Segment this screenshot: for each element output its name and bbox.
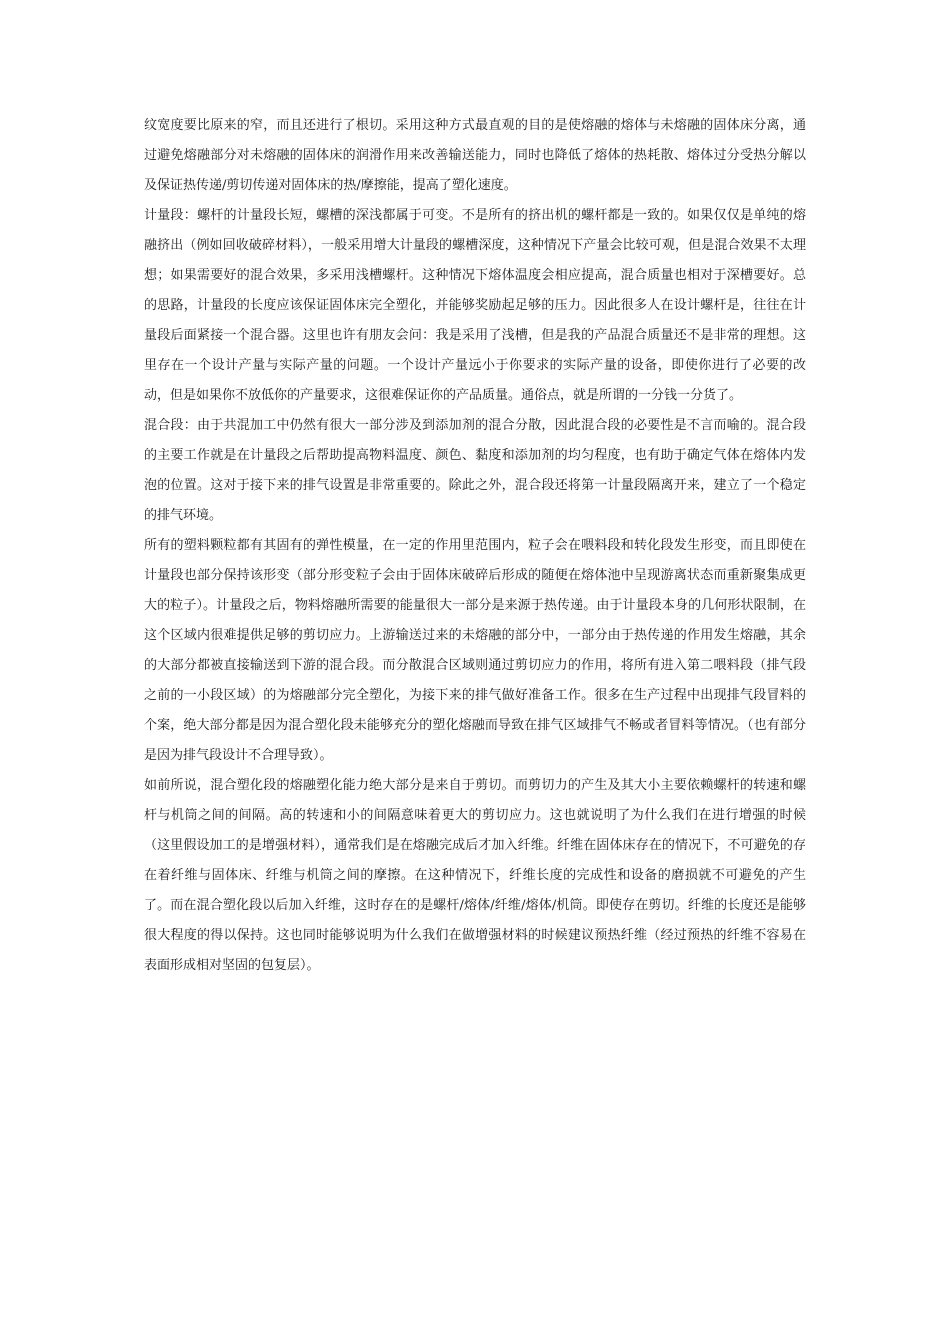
paragraph-plastic-particles: 所有的塑料颗粒都有其固有的弹性模量，在一定的作用里范围内，粒子会在喂料段和转化段发生形变，而且即使在计量段也部分保持该形变（部分形变粒子会由于固体床破碎后形成的随便在熔体池中呈现游离状态而重新聚集成更大的粒子）。计量段之后，物料熔融所需要的能量很大一部分是来源于热传递。由于计量段本身的几何形状限制，在这个区域内很难提供足够的剪切应力。上游输送过来的未熔融的部分中，一部分由于热传递的作用发生熔融，其余的大部分都被直接输送到下游的混合段。而分散混合区域则通过剪切应力的作用，将所有进入第二喂料段（排气段之前的一小段区域）的为熔融部分完全塑化，为接下来的排气做好准备工作。很多在生产过程中出现排气段冒料的个案，绝大部分都是因为混合塑化段未能够充分的塑化熔融而导致在排气区域排气不畅或者冒料等情况。（也有部分是因为排气段设计不合理导致）。: [144, 538, 806, 763]
paragraph-shear-fiber: 如前所说，混合塑化段的熔融塑化能力绝大部分是来自于剪切。而剪切力的产生及其大小主要依赖螺杆的转速和螺杆与机筒之间的间隔。高的转速和小的间隔意味着更大的剪切应力。这也就说明了为什么我们在进行增强的时候（这里假设加工的是增强材料），通常我们是在熔融完成后才加入纤维。纤维在固体床存在的情况下，不可避免的存在着纤维与固体床、纤维与机筒之间的摩擦。在这种情况下，纤维长度的完成性和设备的磨损就不可避免的产生了。而在混合塑化段以后加入纤维，这时存在的是螺杆/熔体/纤维/熔体/机筒。即使存在剪切。纤维的长度还是能够很大程度的得以保持。这也同时能够说明为什么我们在做增强材料的时候建议预热纤维（经过预热的纤维不容易在表面形成相对坚固的包复层）。: [144, 778, 806, 973]
document-page: [144, 111, 806, 981]
paragraph-screw-root-cut: 纹宽度要比原来的窄，而且还进行了根切。采用这种方式最直观的目的是使熔融的熔体与未熔融的固体床分离，通过避免熔融部分对未熔融的固体床的润滑作用来改善输送能力，同时也降低了熔体的热耗散、熔体过分受热分解以及保证热传递/剪切传递对固体床的热/摩擦能，提高了塑化速度。: [144, 118, 806, 193]
paragraph-metering-section: 计量段：螺杆的计量段长短，螺槽的深浅都属于可变。不是所有的挤出机的螺杆都是一致的。如果仅仅是单纯的熔融挤出（例如回收破碎材料），一般采用增大计量段的螺槽深度，这种情况下产量会比较可观，但是混合效果不太理想；如果需要好的混合效果，多采用浅槽螺杆。这种情况下熔体温度会相应提高，混合质量也相对于深槽要好。总的思路，计量段的长度应该保证固体床完全塑化，并能够奖励起足够的压力。因此很多人在设计螺杆是，往往在计量段后面紧接一个混合器。这里也许有朋友会问：我是采用了浅槽，但是我的产品混合质量还不是非常的理想。这里存在一个设计产量与实际产量的问题。一个设计产量远小于你要求的实际产量的设备，即使你进行了必要的改动，但是如果你不放低你的产量要求，这很难保证你的产品质量。通俗点，就是所谓的一分钱一分货了。: [144, 208, 806, 403]
paragraph-mixing-section: 混合段：由于共混加工中仍然有很大一部分涉及到添加剂的混合分散，因此混合段的必要性是不言而喻的。混合段的主要工作就是在计量段之后帮助提高物料温度、颜色、黏度和添加剂的均匀程度，也有助于确定气体在熔体内发泡的位置。这对于接下来的排气设置是非常重要的。除此之外，混合段还将第一计量段隔离开来，建立了一个稳定的排气环境。: [144, 418, 806, 523]
